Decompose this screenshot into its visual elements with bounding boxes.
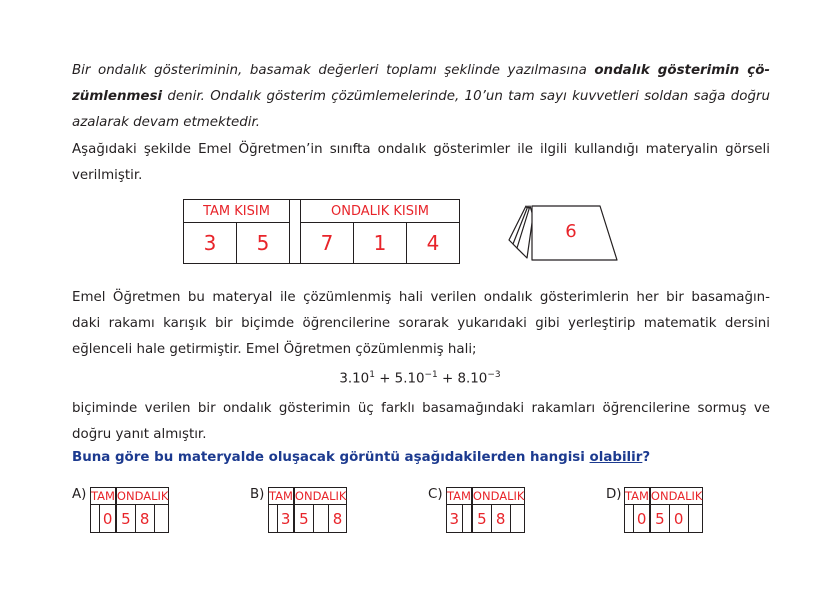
option-letter: A) <box>72 487 87 502</box>
flip-card-illustration <box>505 196 625 266</box>
option-cell: 0 <box>100 505 116 533</box>
option-table <box>268 487 347 533</box>
expanded-form-formula <box>0 370 840 386</box>
question-keyword: olabilir <box>589 450 643 465</box>
option-cell <box>688 505 703 533</box>
formula-exp-2: −1 <box>424 370 438 380</box>
option-table <box>446 487 525 533</box>
option-letter: C) <box>428 487 443 502</box>
tam-digit-1: 3 <box>184 223 237 264</box>
intro-line-2: verilmiştir. <box>72 168 143 183</box>
option-cell: 8 <box>328 505 347 533</box>
ondalik-digit-1: 7 <box>301 223 354 264</box>
ondalik-kisim-header: ONDALIK KISIM <box>301 200 460 223</box>
option-cell: 5 <box>472 505 491 533</box>
option-cell: 8 <box>135 505 154 533</box>
option-letter: D) <box>606 487 622 502</box>
tam-kisim-header: TAM KISIM <box>184 200 290 223</box>
option-cell <box>154 505 169 533</box>
tam-digit-2: 5 <box>237 223 290 264</box>
option-letter: B) <box>250 487 265 502</box>
option-cell: 5 <box>116 505 135 533</box>
ondalik-digit-2: 1 <box>354 223 407 264</box>
option-cell: 8 <box>491 505 510 533</box>
formula-exp-3: −3 <box>487 370 501 380</box>
option-cell <box>462 505 471 533</box>
formula-term-3: + 8.10 <box>437 371 488 387</box>
question-text <box>72 450 650 465</box>
option-cell: 0 <box>669 505 688 533</box>
body-line-2: daki rakamı karışık bir biçimde öğrencilerine sorarak yukarıdaki gibi yerleştirip matematik dersini <box>72 316 770 331</box>
definition-term-1: ondalık gösterimin çö- <box>594 63 770 78</box>
option-tam-header: TAM <box>269 489 293 503</box>
option-cell: 5 <box>650 505 669 533</box>
option-cell <box>625 505 634 533</box>
option-tam-header: TAM <box>91 489 115 503</box>
option-table <box>90 487 169 533</box>
definition-line-2 <box>72 84 770 110</box>
option-cell: 5 <box>294 505 313 533</box>
option-tam-header: TAM <box>447 489 471 503</box>
definition-text: Bir ondalık gösteriminin, basamak değerleri toplamı şeklinde yazılmasına <box>72 63 595 78</box>
flip-card-digit: 6 <box>565 221 577 242</box>
definition-text-2: denir. Ondalık gösterim çözümlemelerinde, 10’un tam sayı kuvvetleri soldan sağa doğru <box>162 89 770 104</box>
formula-exp-1: 1 <box>369 370 375 380</box>
table-separator <box>290 200 301 264</box>
option-cell <box>269 505 278 533</box>
body-line-5: doğru yanıt almıştır. <box>72 427 207 442</box>
option-cell: 3 <box>278 505 294 533</box>
option-ondalik-header: ONDALIK <box>650 489 703 503</box>
formula-term-1: 3.10 <box>339 371 370 387</box>
formula-term-2: + 5.10 <box>374 371 425 387</box>
body-line-1: Emel Öğretmen bu materyal ile çözümlenmiş hali verilen ondalık gösterimlerin her bir basamağın- <box>72 290 770 305</box>
option-cell <box>510 505 525 533</box>
question-mark: ? <box>642 450 651 465</box>
definition-line-1 <box>72 58 770 84</box>
definition-line-3: azalarak devam etmektedir. <box>72 115 261 130</box>
ondalik-digit-3: 4 <box>407 223 460 264</box>
material-table <box>183 199 460 264</box>
option-table <box>624 487 703 533</box>
question-main: Buna göre bu materyalde oluşacak görüntü aşağıdakilerden hangisi <box>72 450 590 465</box>
definition-term-2: zümlenmesi <box>72 89 163 104</box>
body-line-4: biçiminde verilen bir ondalık gösterimin üç farklı basamağındaki rakamları öğrencilerine sormuş ve <box>72 401 770 416</box>
option-cell <box>313 505 328 533</box>
body-line-3: eğlenceli hale getirmiştir. Emel Öğretmen çözümlenmiş hali; <box>72 342 477 357</box>
option-ondalik-header: ONDALIK <box>294 489 347 503</box>
intro-line-1: Aşağıdaki şekilde Emel Öğretmen’in sınıfta ondalık gösterimler ile ilgili kullandığı materyalin görseli <box>72 142 770 157</box>
option-cell: 3 <box>447 505 463 533</box>
option-ondalik-header: ONDALIK <box>472 489 525 503</box>
option-cell <box>91 505 100 533</box>
option-cell: 0 <box>634 505 650 533</box>
option-tam-header: TAM <box>625 489 649 503</box>
option-ondalik-header: ONDALIK <box>116 489 169 503</box>
